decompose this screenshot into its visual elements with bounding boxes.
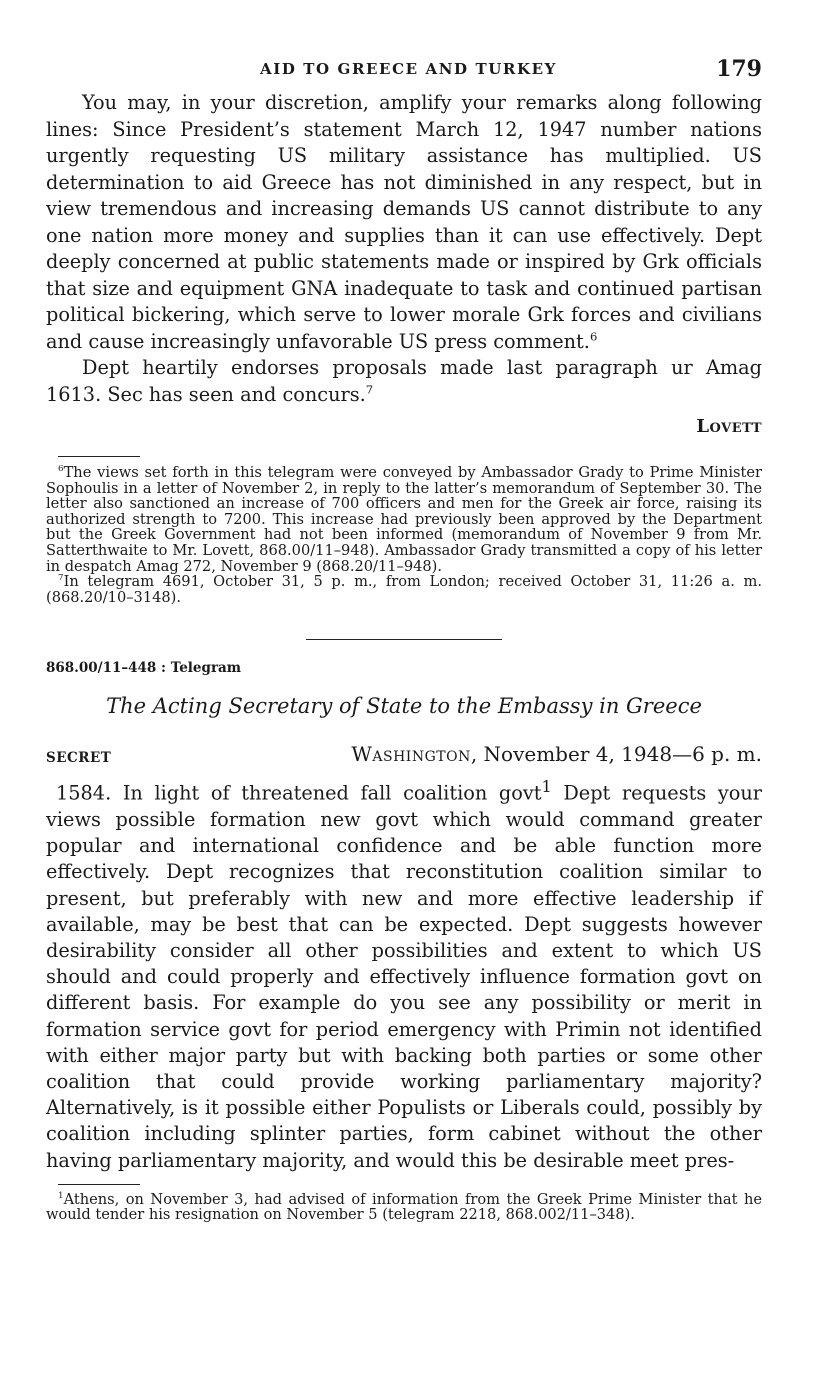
body-paragraph-1 — [46, 90, 762, 355]
footnote-number: 1 — [58, 1190, 64, 1201]
message-rest: Dept requests your views possible formation new govt which would command greater popular and international confidence and be able function more effectively. Dept recognizes that reconstitution coalition similar to present, but preferably with new and more effective leadership if available, may be best that can be expected. Dept suggests however desirability consider all other possibilities and extent to which US should and could properly and effectively influence formation govt on different basis. For example do you see any possibility or merit in formation service govt for period emergency with Primin not identified with either major party but with backing both parties or some other coalition that could provide working parliamentary majority? Alternatively, is it possible either Populists or Liberals could, possibly by coalition including splinter parties, form cabinet without the other having parliamentary majority, and would this be desirable meet pres- — [46, 781, 762, 1172]
classification-label: SECRET — [46, 750, 112, 767]
running-head — [46, 56, 762, 90]
page-number: 179 — [716, 56, 762, 82]
document-page — [46, 56, 762, 1223]
message-start: 1584. In light of threatened fall coalition govt — [56, 781, 542, 805]
footnote-ref: 6 — [589, 329, 598, 344]
document-title: The Acting Secretary of State to the Embassy in Greece — [106, 694, 702, 719]
body-paragraph-2 — [46, 355, 762, 408]
place-date — [351, 742, 762, 766]
section-divider — [306, 639, 502, 640]
footnote-number: 7 — [58, 573, 64, 584]
date: , November 4, 1948—6 p. m. — [470, 742, 762, 767]
document-id: 868.00/11–448 : Telegram — [46, 660, 242, 677]
footnote-rule — [58, 1184, 140, 1185]
footnote-1 — [46, 1192, 762, 1223]
footnote-text: In telegram 4691, October 31, 5 p. m., from London; received October 31, 11:26 a. m. (868.20/10–3148). — [46, 573, 762, 606]
footnote-text: Athens, on November 3, had advised of information from the Greek Prime Minister that he would tender his resignation on November 5 (telegram 2218, 868.002/11–348). — [46, 1190, 762, 1224]
footnote-ref: 7 — [365, 382, 374, 397]
message-body — [46, 774, 762, 1173]
footnote-number: 6 — [58, 464, 64, 475]
running-head-title: AID TO GREECE AND TURKEY — [260, 60, 557, 78]
city: Washington — [351, 742, 471, 767]
footnote-6 — [46, 465, 762, 574]
dateline — [46, 742, 762, 774]
footnote-rule — [58, 456, 140, 457]
footnote-text: The views set forth in this telegram were conveyed by Ambassador Grady to Prime Minister Sophoulis in a letter of November 2, in reply to the latter’s memorandum of September 30. The letter also sanctioned an increase of 700 officers and men for the Greek air force, raising its authorized strength to 7200. This increase had previously been approved by the Department but the Greek Government had not been informed (memorandum of November 9 from Mr. Satterthwaite to Mr. Lovett, 868.00/11–948). Ambassador Grady transmitted a copy of his letter in despatch Amag 272, November 9 (868.20/11–948). — [46, 464, 762, 575]
paragraph-text: You may, in your discretion, amplify your remarks along following lines: Since President’s statement March 12, 1947 number nations urgently requesting US military assistance has multiplied. US determination to aid Greece has not diminished in any respect, but in view tremendous and increasing demands US cannot distribute to any one nation more money and supplies than it can use effectively. Dept deeply concerned at public statements made or inspired by Grk officials that size and equipment GNA inadequate to task and continued partisan political bickering, which serve to lower morale Grk forces and civilians and cause increasingly unfavorable US press comment. — [46, 91, 762, 353]
paragraph-text: Dept heartily endorses proposals made last paragraph ur Amag 1613. Sec has seen and concurs. — [46, 356, 762, 406]
signature: Lovett — [696, 416, 762, 437]
footnote-7 — [46, 574, 762, 605]
footnote-ref: 1 — [541, 777, 552, 797]
